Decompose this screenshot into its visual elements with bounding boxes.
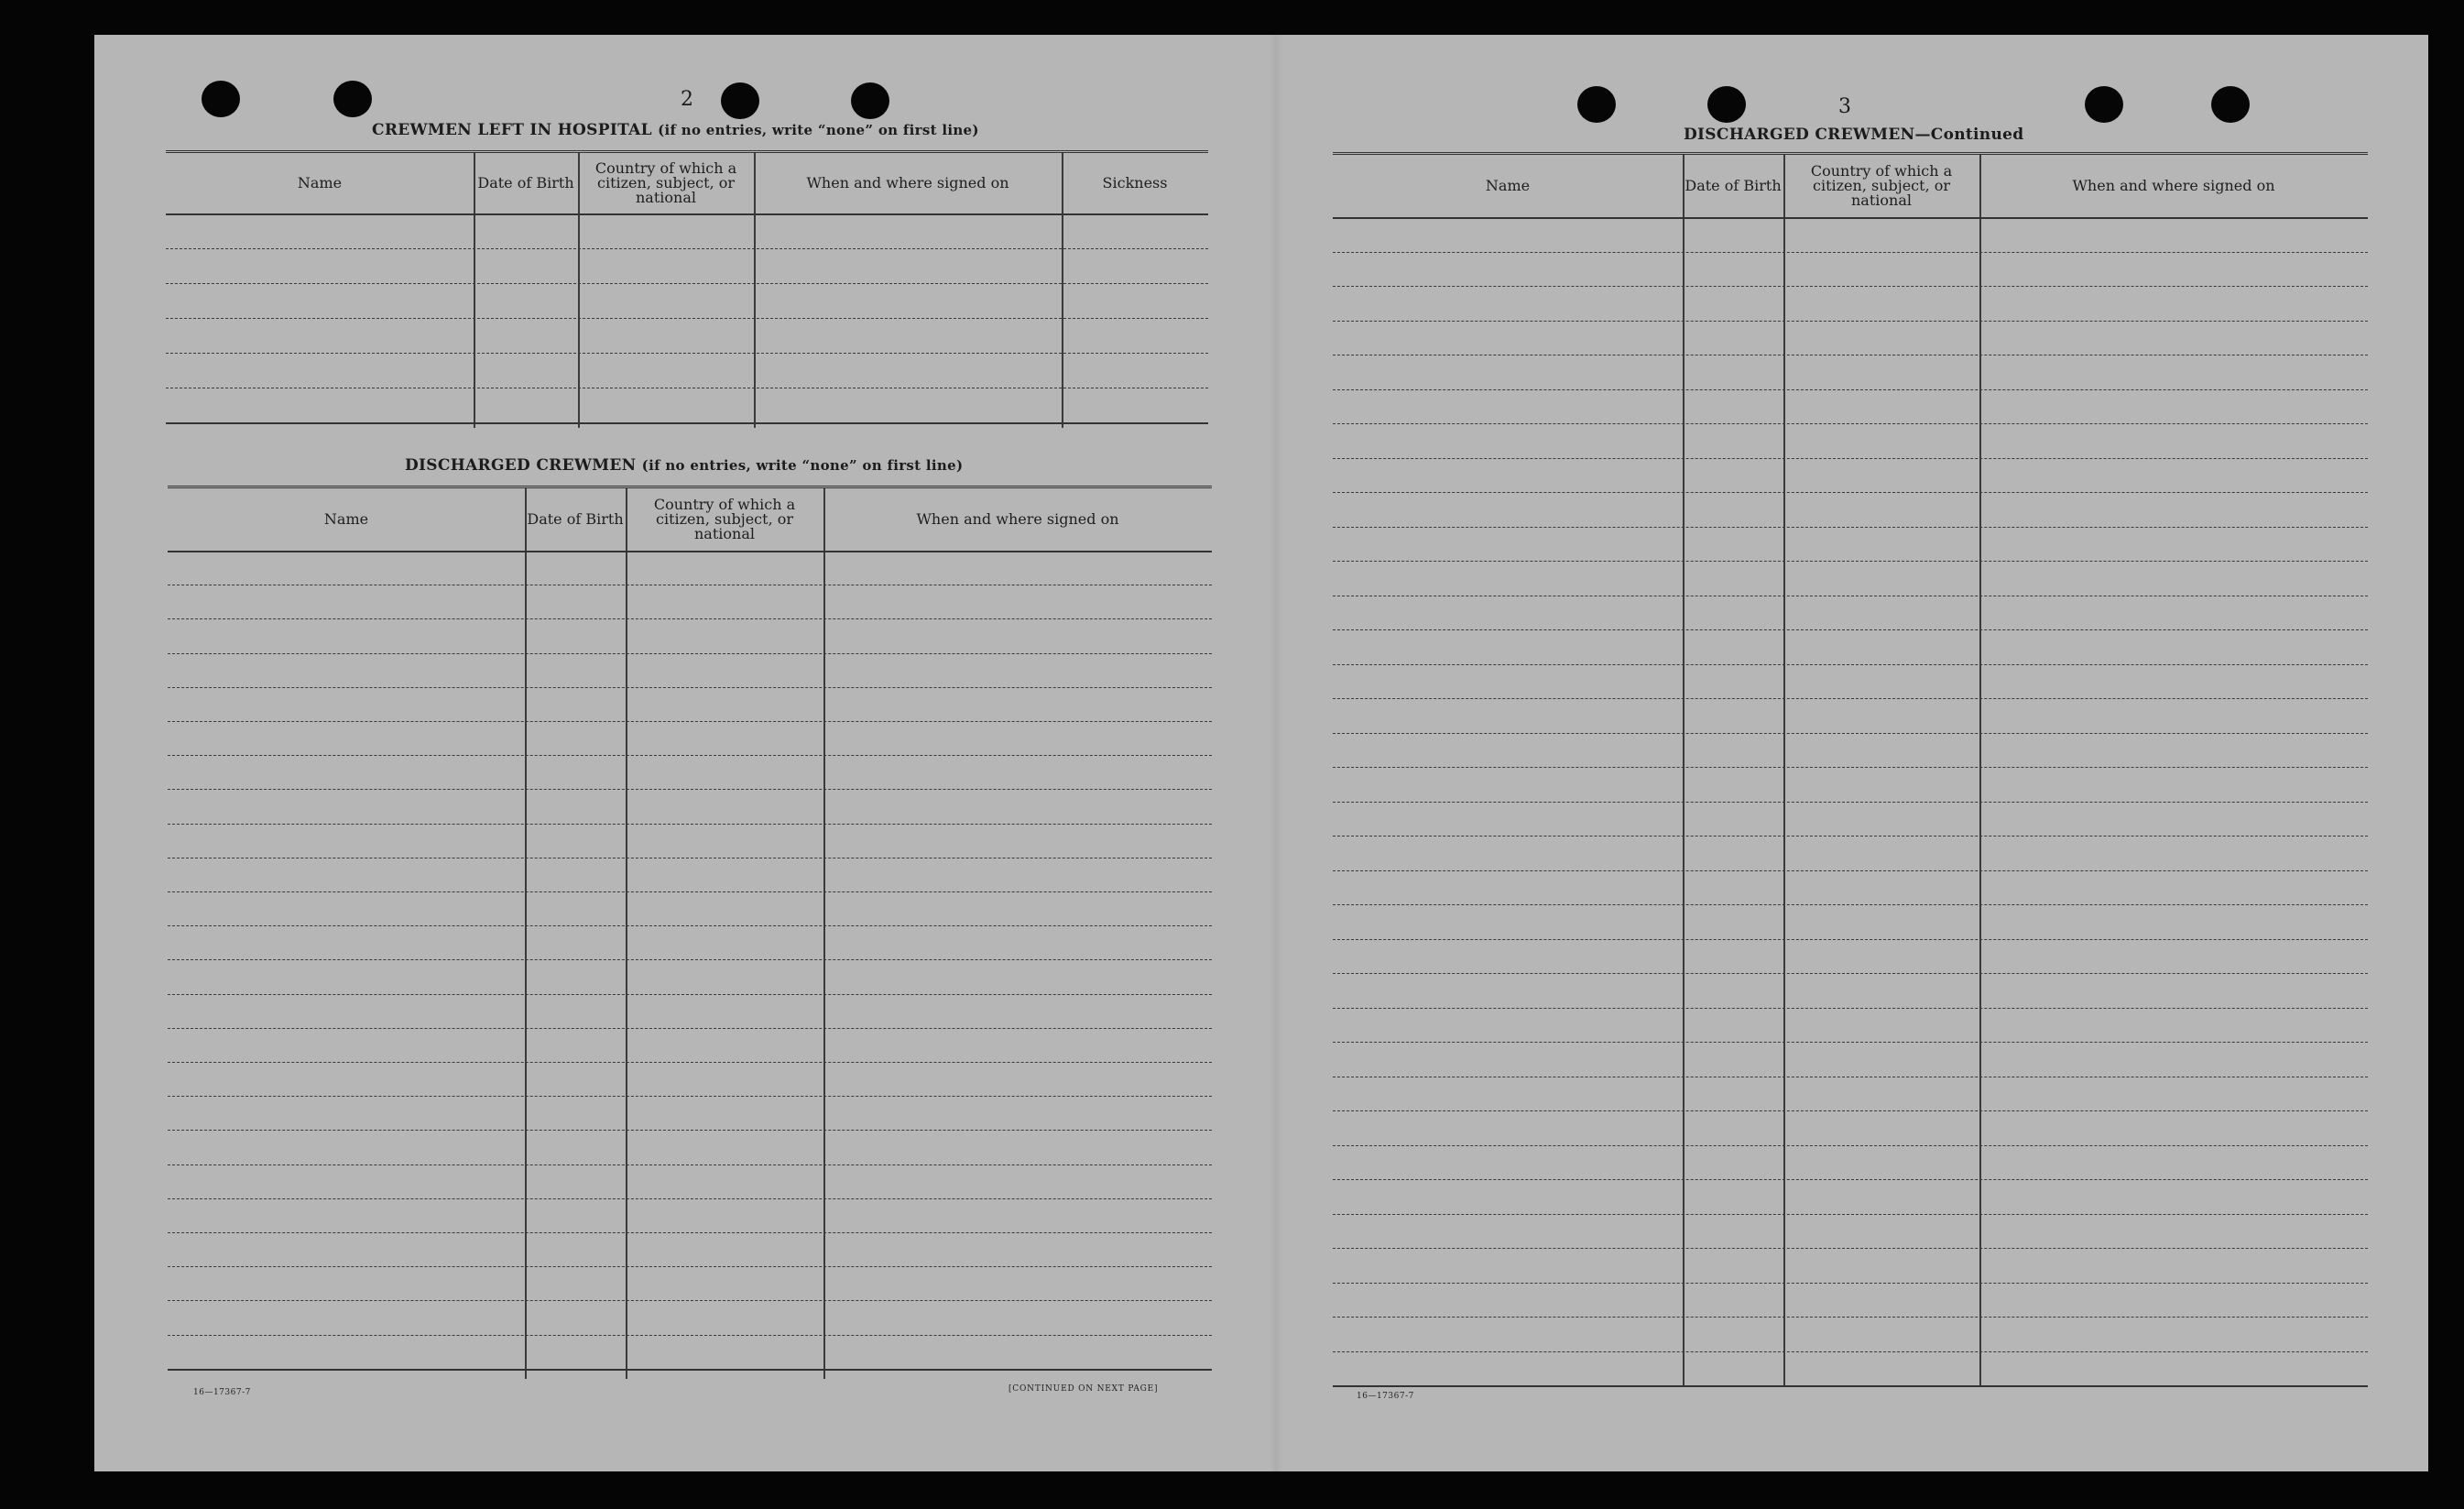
header-rule [1333, 217, 2368, 219]
table-row[interactable] [1333, 802, 2368, 803]
table-row[interactable] [1333, 973, 2368, 974]
table-row[interactable] [1333, 904, 2368, 905]
table-row[interactable] [168, 1232, 1212, 1233]
column-rule [525, 488, 527, 1379]
table-row[interactable] [168, 959, 1212, 960]
page-number-left: 2 [681, 88, 693, 111]
discharged-section-title [405, 456, 963, 475]
punch-hole [851, 82, 889, 119]
table-row[interactable] [1333, 527, 2368, 528]
punch-hole [1577, 86, 1616, 123]
table-row[interactable] [166, 353, 1208, 354]
column-header-name: Name [323, 510, 369, 528]
column-header-date-of-birth: Date of Birth [477, 174, 574, 191]
page-number-right: 3 [1838, 95, 1851, 118]
table-row[interactable] [1333, 492, 2368, 493]
hospital-table [166, 150, 1208, 428]
discharged-title-text: DISCHARGED CREWMEN [405, 456, 637, 475]
table-row[interactable] [1333, 1145, 2368, 1146]
table-row[interactable] [168, 1062, 1212, 1063]
column-header-name: Name [1485, 177, 1531, 194]
punch-hole [202, 81, 240, 117]
table-row[interactable] [168, 1266, 1212, 1267]
table-row[interactable] [166, 318, 1208, 319]
column-header-country-of-which-a-citizen-subject-or-national: Country of which a citizen, subject, or national [1810, 162, 1953, 209]
discharged-continued-title: DISCHARGED CREWMEN—Continued [1684, 126, 2024, 144]
hospital-section-title [372, 121, 979, 139]
continued-note: [CONTINUED ON NEXT PAGE] [1008, 1384, 1159, 1394]
column-header-country-of-which-a-citizen-subject-or-national: Country of which a citizen, subject, or national [653, 496, 796, 542]
table-row[interactable] [1333, 939, 2368, 940]
column-header-sickness: Sickness [1102, 174, 1168, 191]
punch-hole [333, 81, 372, 117]
column-rule [474, 153, 475, 428]
table-row[interactable] [168, 687, 1212, 688]
table-row[interactable] [168, 1198, 1212, 1199]
table-row[interactable] [168, 618, 1212, 619]
table-row[interactable] [168, 789, 1212, 790]
table-row[interactable] [168, 755, 1212, 756]
punch-hole [2211, 86, 2250, 123]
column-header-name: Name [297, 174, 343, 191]
column-header-when-and-where-signed-on: When and where signed on [2072, 177, 2275, 194]
header-rule [168, 551, 1212, 552]
column-rule [1683, 155, 1684, 1386]
table-row[interactable] [168, 994, 1212, 995]
table-row[interactable] [1333, 321, 2368, 322]
table-row[interactable] [1333, 1179, 2368, 1180]
punch-hole [1707, 86, 1746, 123]
center-fold [1270, 35, 1282, 1471]
table-row[interactable] [168, 1028, 1212, 1029]
form-code-right: 16—17367-7 [1357, 1392, 1414, 1401]
table-row[interactable] [168, 1096, 1212, 1097]
table-row[interactable] [1333, 458, 2368, 459]
table-row[interactable] [166, 422, 1208, 424]
table-row[interactable] [1333, 629, 2368, 630]
discharged-continued-table [1333, 152, 2368, 1386]
table-row[interactable] [168, 925, 1212, 926]
table-row[interactable] [1333, 1351, 2368, 1352]
table-row[interactable] [166, 248, 1208, 249]
table-row[interactable] [1333, 1008, 2368, 1009]
table-row[interactable] [168, 1369, 1212, 1371]
table-row[interactable] [1333, 1317, 2368, 1318]
table-row[interactable] [168, 1335, 1212, 1336]
table-row[interactable] [1333, 767, 2368, 768]
column-header-country-of-which-a-citizen-subject-or-national: Country of which a citizen, subject, or national [594, 159, 737, 206]
table-row[interactable] [168, 1300, 1212, 1301]
column-header-when-and-where-signed-on: When and where signed on [916, 510, 1119, 528]
table-row[interactable] [1333, 664, 2368, 665]
header-rule [166, 213, 1208, 215]
table-row[interactable] [168, 824, 1212, 825]
table-row[interactable] [168, 1130, 1212, 1131]
table-row[interactable] [1333, 870, 2368, 871]
table-row[interactable] [1333, 1283, 2368, 1284]
table-row[interactable] [1333, 252, 2368, 253]
table-row[interactable] [1333, 836, 2368, 837]
column-header-when-and-where-signed-on: When and where signed on [806, 174, 1009, 191]
form-sheet [94, 35, 2428, 1471]
column-rule [1783, 155, 1785, 1386]
table-row[interactable] [168, 653, 1212, 654]
hospital-title-note: (if no entries, write “none” on first line) [658, 122, 979, 138]
table-row[interactable] [1333, 1214, 2368, 1215]
table-row[interactable] [1333, 423, 2368, 424]
table-row[interactable] [168, 721, 1212, 722]
column-rule [754, 153, 756, 428]
table-row[interactable] [1333, 1110, 2368, 1111]
table-row[interactable] [1333, 733, 2368, 734]
form-code-left: 16—17367-7 [193, 1388, 251, 1397]
table-row[interactable] [1333, 389, 2368, 390]
table-row[interactable] [1333, 698, 2368, 699]
punch-hole [721, 82, 759, 119]
discharged-table [168, 486, 1212, 1379]
table-row[interactable] [1333, 286, 2368, 287]
column-header-date-of-birth: Date of Birth [527, 510, 624, 528]
column-rule [823, 488, 825, 1379]
punch-hole [2085, 86, 2123, 123]
table-row[interactable] [1333, 1042, 2368, 1043]
table-row[interactable] [168, 891, 1212, 892]
table-row[interactable] [166, 283, 1208, 284]
column-header-date-of-birth: Date of Birth [1684, 177, 1782, 194]
column-rule [626, 488, 627, 1379]
column-rule [1062, 153, 1063, 428]
discharged-title-note: (if no entries, write “none” on first line) [641, 457, 964, 474]
column-rule [578, 153, 580, 428]
column-rule [1979, 155, 1981, 1386]
hospital-title-text: CREWMEN LEFT IN HOSPITAL [372, 121, 652, 139]
table-row[interactable] [1333, 561, 2368, 562]
table-row[interactable] [1333, 1385, 2368, 1387]
table-row[interactable] [1333, 1248, 2368, 1249]
